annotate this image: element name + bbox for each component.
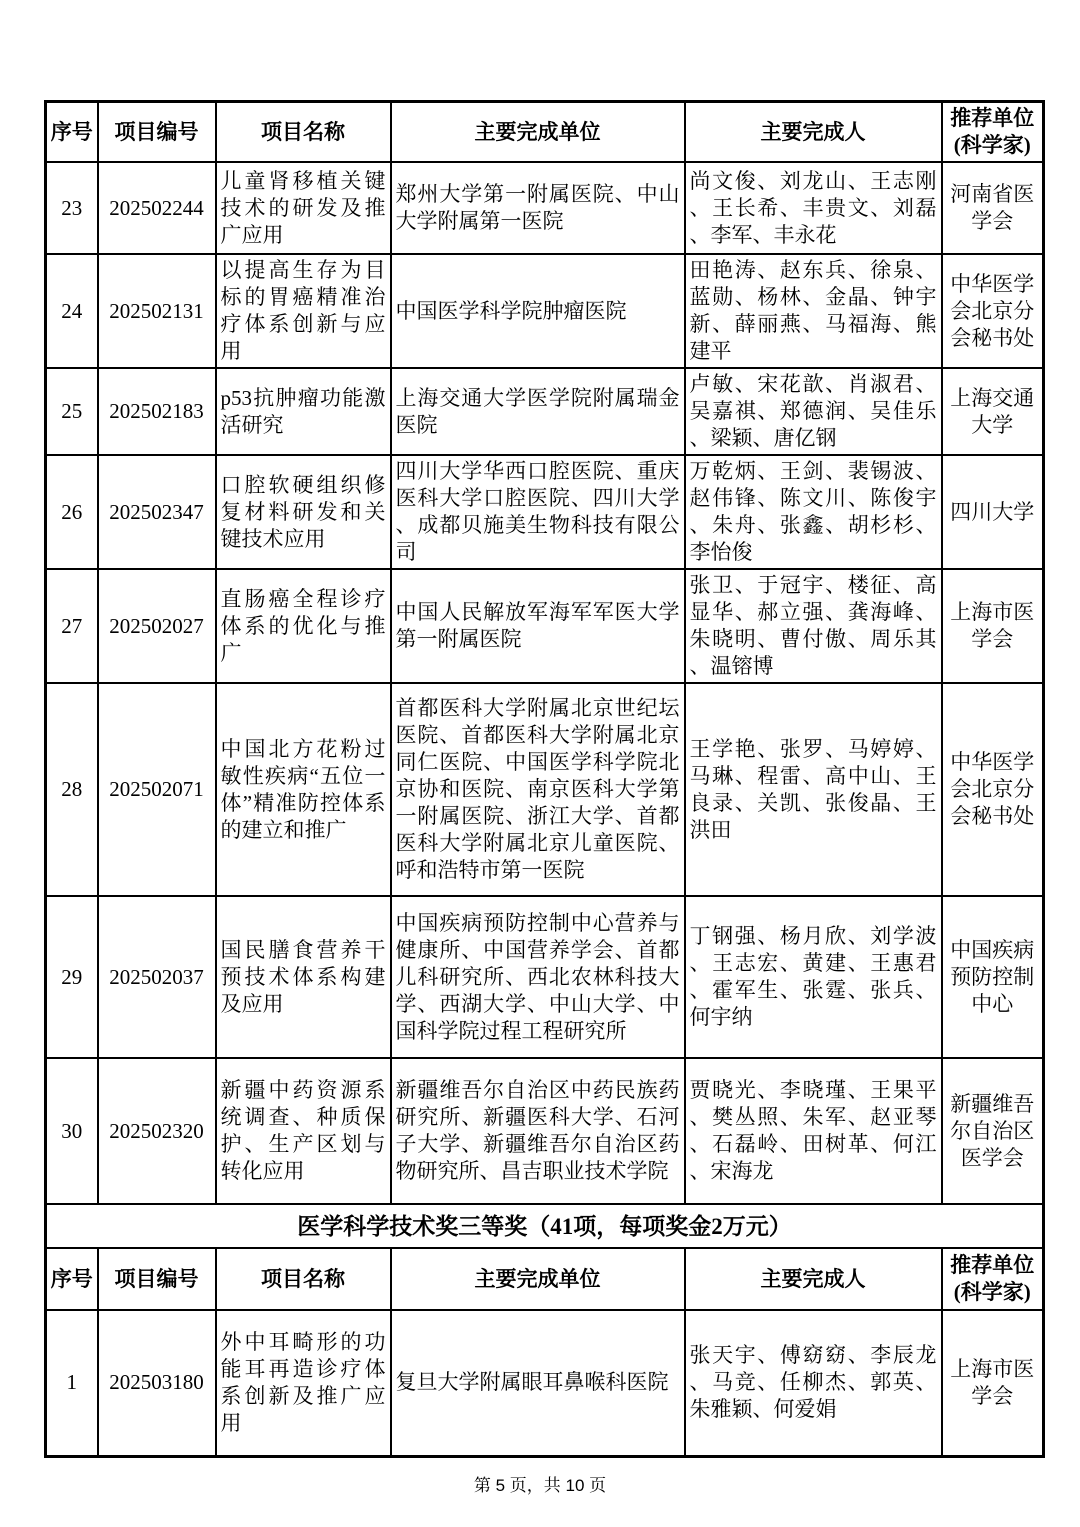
cell-org: 四川大学华西口腔医院、重庆医科大学口腔医院、四川大学、成都贝施美生物科技有限公司 [391,455,685,569]
section-title: 医学科学技术奖三等奖（41项，每项奖金2万元） [46,1204,1044,1248]
cell-seq: 24 [46,254,98,368]
cell-seq: 26 [46,455,98,569]
cell-people: 尚文俊、刘龙山、王志刚、王长希、丰贵文、刘磊、李军、丰永花 [685,162,942,254]
col-header-rec-line1: 推荐单位 [950,106,1035,130]
cell-org: 新疆维吾尔自治区中药民族药研究所、新疆医科大学、石河子大学、新疆维吾尔自治区药物研究所、昌吉职业技术学院 [391,1058,685,1204]
cell-name: 儿童肾移植关键技术的研发及推广应用 [216,162,391,254]
cell-rec: 河南省医学会 [942,162,1044,254]
cell-code: 202502071 [98,683,216,896]
award-row-25 [46,368,1044,455]
col-header-seq: 序号 [46,102,98,163]
table-header-row [46,102,1044,163]
cell-org: 中国医学科学院肿瘤医院 [391,254,685,368]
cell-org: 中国人民解放军海军军医大学第一附属医院 [391,569,685,683]
cell-rec: 中国疾病预防控制中心 [942,896,1044,1058]
col-header-seq: 序号 [46,1248,98,1310]
page-footer: 第 5 页，共 10 页 [473,1476,607,1495]
cell-name: 外中耳畸形的功能耳再造诊疗体系创新及推广应用 [216,1310,391,1456]
cell-seq: 1 [46,1310,98,1456]
table-header-row-2 [46,1248,1044,1310]
cell-name: 新疆中药资源系统调查、种质保护、生产区划与转化应用 [216,1058,391,1204]
col-header-people: 主要完成人 [685,1248,942,1310]
cell-rec: 中华医学会北京分会秘书处 [942,683,1044,896]
cell-name: 中国北方花粉过敏性疾病“五位一体”精准防控体系的建立和推广 [216,683,391,896]
cell-name: 直肠癌全程诊疗体系的优化与推广 [216,569,391,683]
awards-table [44,100,1045,1458]
award-row-26 [46,455,1044,569]
cell-rec: 上海交通大学 [942,368,1044,455]
cell-seq: 27 [46,569,98,683]
cell-seq: 29 [46,896,98,1058]
cell-code: 202502037 [98,896,216,1058]
cell-code: 202502347 [98,455,216,569]
col-header-rec-line2: (科学家) [953,1280,1031,1304]
cell-name: 以提高生存为目标的胃癌精准治疗体系创新与应用 [216,254,391,368]
col-header-name: 项目名称 [216,1248,391,1310]
cell-org: 中国疾病预防控制中心营养与健康所、中国营养学会、首都儿科研究所、西北农林科技大学、西湖大学、中山大学、中国科学院过程工程研究所 [391,896,685,1058]
award-row-24 [46,254,1044,368]
cell-code: 202502027 [98,569,216,683]
cell-org: 上海交通大学医学院附属瑞金医院 [391,368,685,455]
award-row-29 [46,896,1044,1058]
col-header-rec [942,102,1044,163]
cell-rec: 中华医学会北京分会秘书处 [942,254,1044,368]
cell-people: 王学艳、张罗、马婷婷、马琳、程雷、高中山、王良录、关凯、张俊晶、王洪田 [685,683,942,896]
cell-people: 田艳涛、赵东兵、徐泉、蓝勋、杨林、金晶、钟宇新、薛丽燕、马福海、熊建平 [685,254,942,368]
col-header-rec-line2: (科学家) [953,133,1031,157]
cell-people: 张卫、于冠宇、楼征、高显华、郝立强、龚海峰、朱晓明、曹付傲、周乐其、温镕博 [685,569,942,683]
cell-people: 贾晓光、李晓瑾、王果平、樊丛照、朱军、赵亚琴、石磊岭、田树革、何江、宋海龙 [685,1058,942,1204]
col-header-name: 项目名称 [216,102,391,163]
col-header-rec-line1: 推荐单位 [950,1253,1035,1277]
col-header-rec [942,1248,1044,1310]
col-header-code: 项目编号 [98,102,216,163]
award-row-1 [46,1310,1044,1456]
cell-seq: 25 [46,368,98,455]
cell-org: 首都医科大学附属北京世纪坛医院、首都医科大学附属北京同仁医院、中国医学科学院北京协和医院、南京医科大学第一附属医院、浙江大学、首都医科大学附属北京儿童医院、呼和浩特市第一医院 [391,683,685,896]
award-row-23 [46,162,1044,254]
col-header-people: 主要完成人 [685,102,942,163]
award-row-27 [46,569,1044,683]
cell-name: p53抗肿瘤功能激活研究 [216,368,391,455]
cell-name: 国民膳食营养干预技术体系构建及应用 [216,896,391,1058]
cell-people: 卢敏、宋花歆、肖淑君、吴嘉祺、郑德润、吴佳乐、梁颖、唐亿钢 [685,368,942,455]
award-row-28 [46,683,1044,896]
cell-code: 202502244 [98,162,216,254]
cell-people: 万乾炳、王剑、裴锡波、赵伟锋、陈文川、陈俊宇、朱舟、张鑫、胡杉杉、李怡俊 [685,455,942,569]
cell-seq: 30 [46,1058,98,1204]
cell-name: 口腔软硬组织修复材料研发和关键技术应用 [216,455,391,569]
cell-rec: 上海市医学会 [942,569,1044,683]
cell-code: 202502320 [98,1058,216,1204]
cell-code: 202503180 [98,1310,216,1456]
col-header-org: 主要完成单位 [391,102,685,163]
col-header-code: 项目编号 [98,1248,216,1310]
col-header-org: 主要完成单位 [391,1248,685,1310]
cell-seq: 23 [46,162,98,254]
cell-rec: 四川大学 [942,455,1044,569]
cell-seq: 28 [46,683,98,896]
section-title-row [46,1204,1044,1248]
cell-people: 张天宇、傅窈窈、李辰龙、马竞、任柳杰、郭英、朱雅颖、何爱娟 [685,1310,942,1456]
cell-code: 202502131 [98,254,216,368]
cell-people: 丁钢强、杨月欣、刘学波、王志宏、黄建、王惠君、霍军生、张霆、张兵、何宇纳 [685,896,942,1058]
cell-code: 202502183 [98,368,216,455]
award-row-30 [46,1058,1044,1204]
cell-org: 复旦大学附属眼耳鼻喉科医院 [391,1310,685,1456]
cell-rec: 上海市医学会 [942,1310,1044,1456]
cell-org: 郑州大学第一附属医院、中山大学附属第一医院 [391,162,685,254]
cell-rec: 新疆维吾尔自治区医学会 [942,1058,1044,1204]
